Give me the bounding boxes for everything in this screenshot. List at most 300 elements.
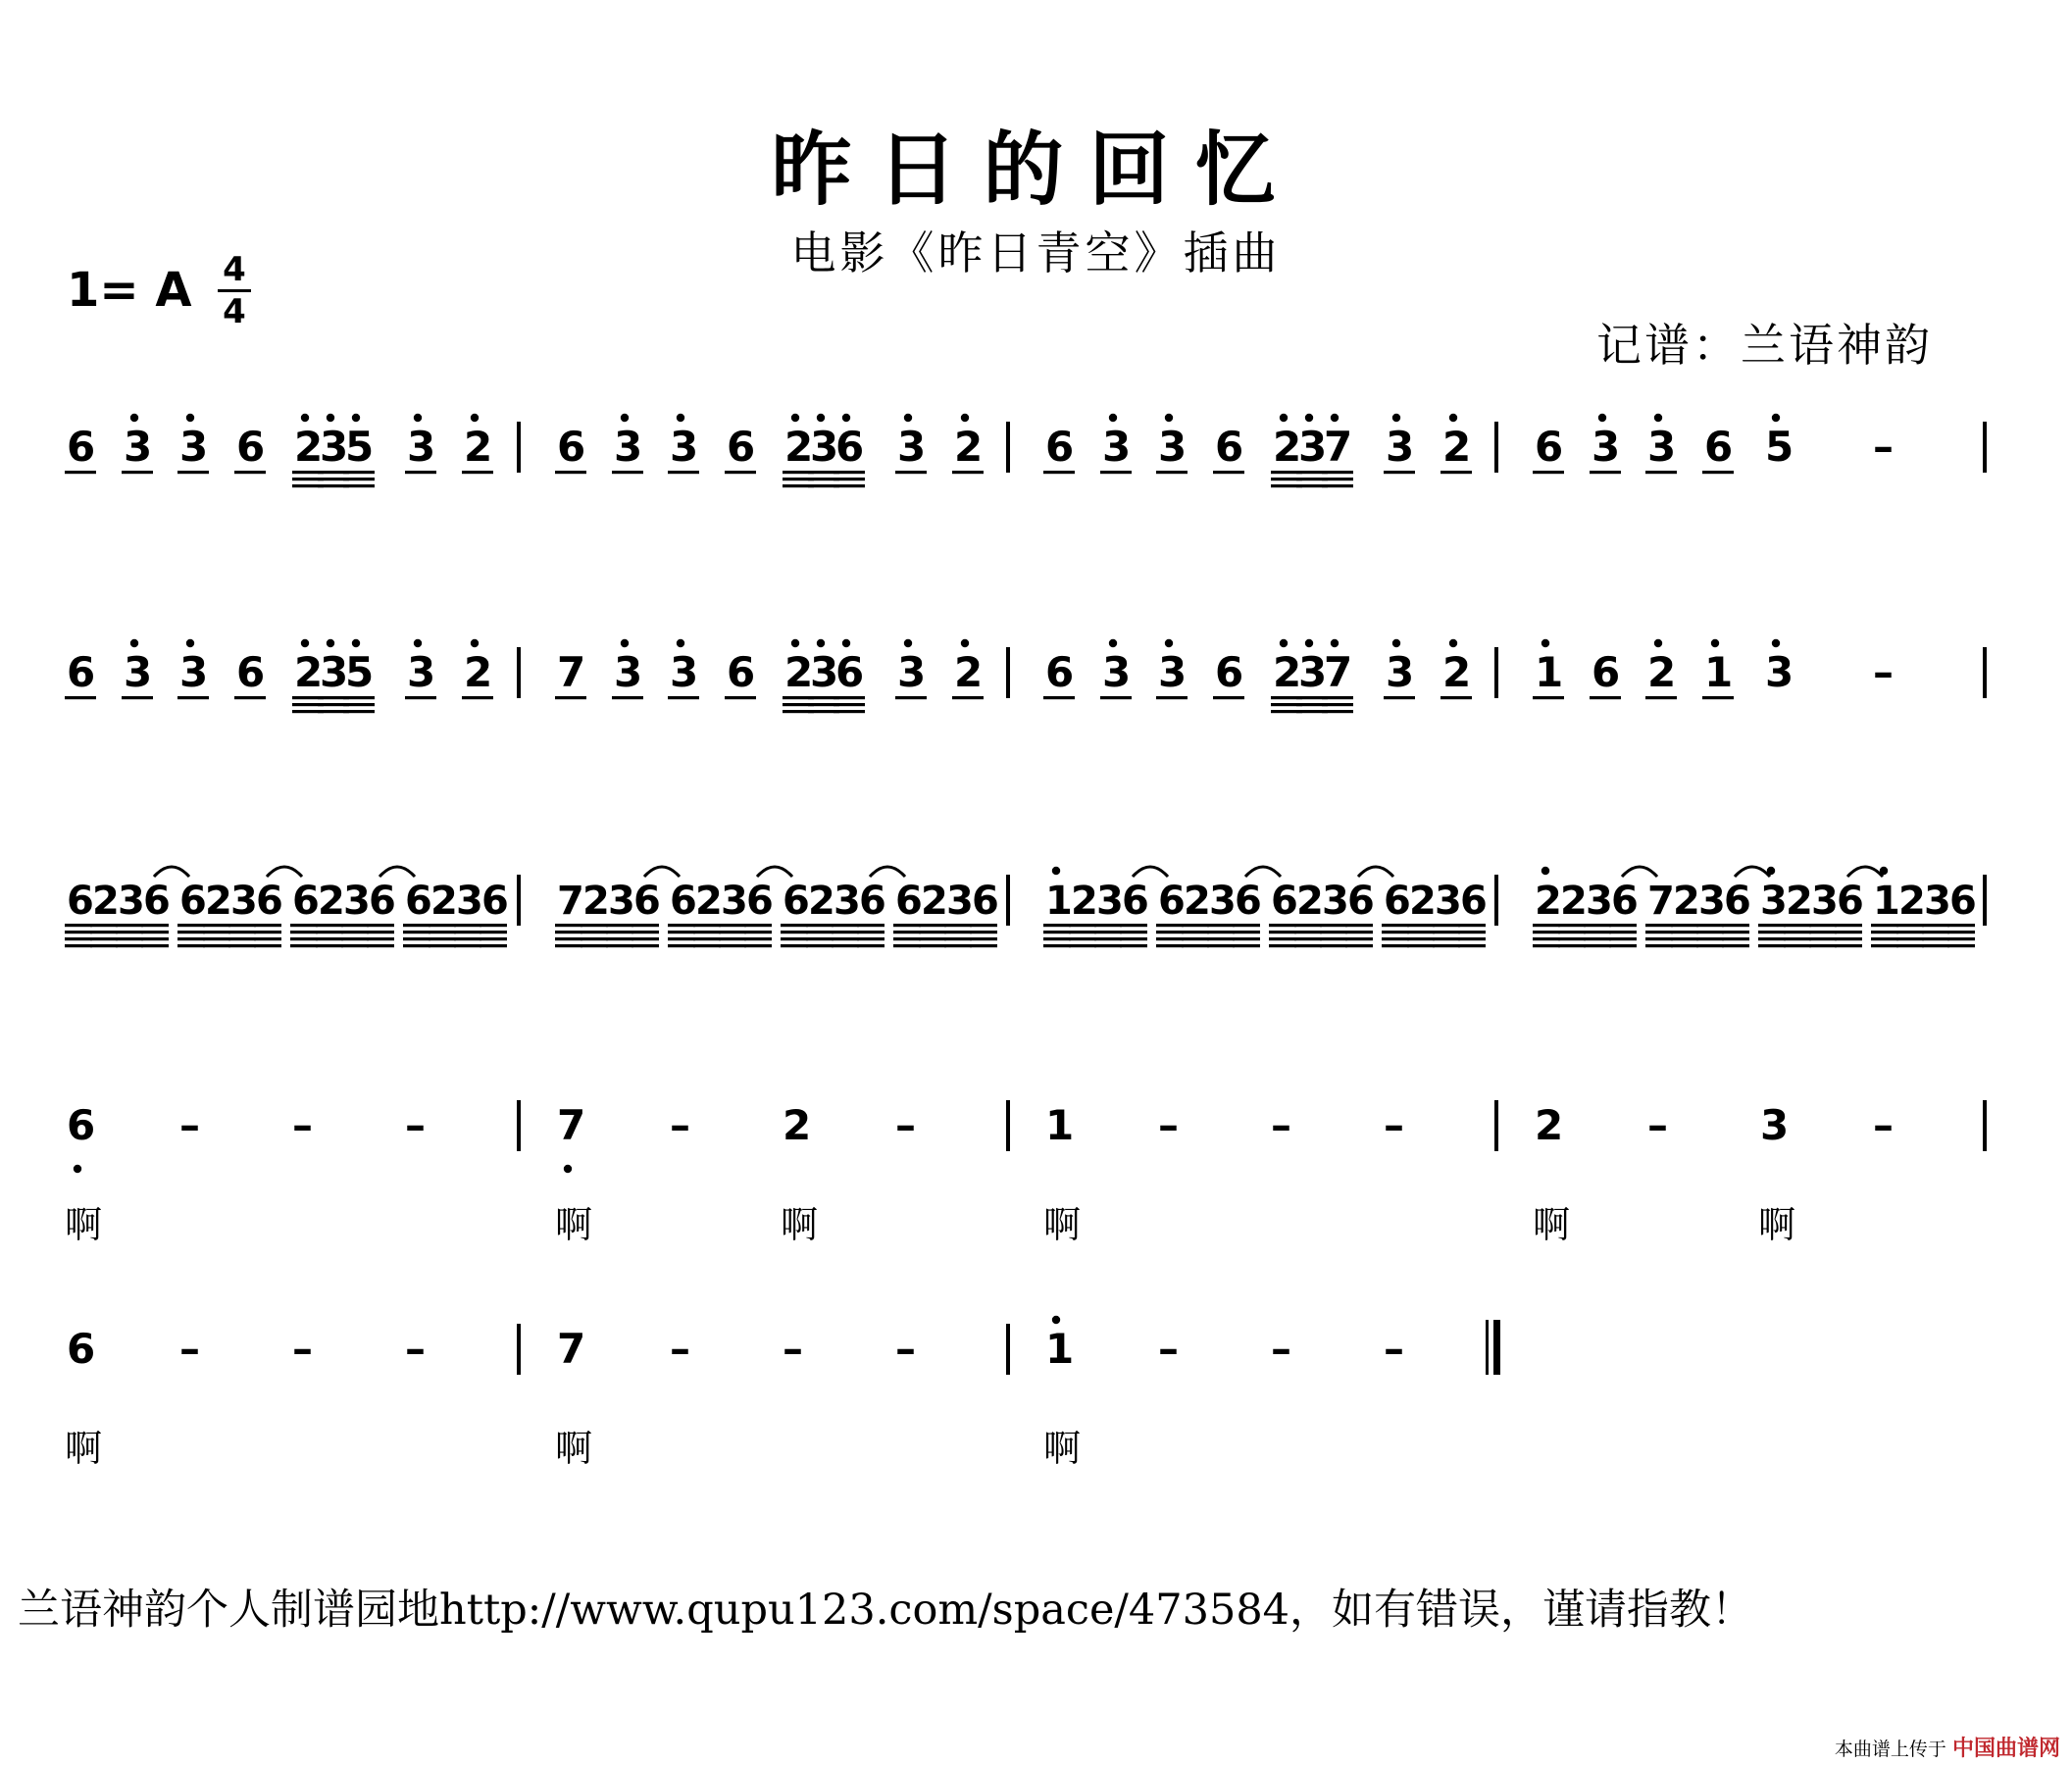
beam-line xyxy=(1382,931,1409,933)
lyric-syllable: 啊 xyxy=(65,1203,103,1246)
note-6: 6 xyxy=(405,879,432,924)
high-octave-dot xyxy=(621,639,629,647)
note-6: 6 xyxy=(236,423,266,471)
beam-line xyxy=(632,924,659,927)
beam-line xyxy=(177,924,205,927)
note-6: 6 xyxy=(179,879,207,924)
beam-line xyxy=(1207,937,1235,940)
high-octave-dot xyxy=(327,639,334,647)
beam-line xyxy=(177,931,205,933)
note-3: 3 xyxy=(1322,879,1349,924)
beam-line xyxy=(632,944,659,947)
beam-line xyxy=(177,471,209,474)
beam-line xyxy=(1922,937,1949,940)
high-octave-dot xyxy=(677,414,684,422)
beam-line xyxy=(290,924,318,927)
beam-line xyxy=(1345,931,1373,933)
note-3: 3 xyxy=(1592,423,1621,471)
beam-line xyxy=(480,924,507,927)
note-3: 3 xyxy=(124,423,153,471)
note-2: 2 xyxy=(294,423,324,471)
beam-line xyxy=(1809,944,1837,947)
beam-line xyxy=(1156,696,1188,699)
beam-line xyxy=(1871,944,1898,947)
high-octave-dot xyxy=(1052,1316,1060,1324)
beam-line xyxy=(203,931,230,933)
beam-line xyxy=(1809,924,1837,927)
high-octave-dot xyxy=(1331,639,1339,647)
lyric-syllable: 啊 xyxy=(1758,1203,1796,1246)
beam-line xyxy=(116,944,143,947)
dash: – xyxy=(670,1101,690,1149)
tie-arc xyxy=(870,867,905,877)
note-2: 2 xyxy=(1673,879,1700,924)
note-3: 3 xyxy=(1298,648,1328,696)
beam-line xyxy=(1835,944,1862,947)
beam-line xyxy=(1922,931,1949,933)
beam-line xyxy=(1182,937,1209,940)
beam-line xyxy=(1645,931,1673,933)
beam-line xyxy=(1558,924,1586,927)
tie-arc xyxy=(1735,867,1770,877)
dash: – xyxy=(405,1101,426,1149)
dash: – xyxy=(1873,1101,1894,1149)
note-6: 6 xyxy=(1045,648,1075,696)
beam-line xyxy=(1213,696,1244,699)
note-2: 2 xyxy=(1647,648,1677,696)
beam-line xyxy=(1835,937,1862,940)
beam-line xyxy=(632,931,659,933)
beam-line xyxy=(834,710,865,713)
beam-line xyxy=(1835,931,1862,933)
note-6: 6 xyxy=(1122,879,1149,924)
beam-line xyxy=(254,924,281,927)
beam-line xyxy=(1533,937,1560,940)
dash: – xyxy=(1873,423,1894,471)
note-3: 3 xyxy=(407,423,436,471)
note-1: 1 xyxy=(1535,648,1564,696)
beam-line xyxy=(480,931,507,933)
lyric-syllable: 啊 xyxy=(1533,1203,1571,1246)
beam-line xyxy=(1533,924,1560,927)
beam-line xyxy=(1384,471,1415,474)
beam-line xyxy=(228,937,256,940)
beam-line xyxy=(1233,937,1260,940)
note-3: 3 xyxy=(343,879,371,924)
beam-line xyxy=(1590,696,1621,699)
beam-line xyxy=(122,471,153,474)
lyric-syllable: 啊 xyxy=(65,1427,103,1470)
beam-line xyxy=(1233,924,1260,927)
dash: – xyxy=(895,1325,916,1373)
note-3: 3 xyxy=(1386,648,1415,696)
beam-line xyxy=(1320,944,1347,947)
high-octave-dot xyxy=(1280,414,1288,422)
beam-line xyxy=(1433,937,1460,940)
beam-line xyxy=(429,937,456,940)
dash: – xyxy=(1271,1101,1291,1149)
beam-line xyxy=(606,924,633,927)
high-octave-dot xyxy=(817,414,825,422)
note-2: 2 xyxy=(784,423,814,471)
note-6: 6 xyxy=(835,423,865,471)
beam-line xyxy=(1671,924,1698,927)
note-1: 1 xyxy=(1873,879,1900,924)
dash: – xyxy=(405,1325,426,1373)
beam-line xyxy=(1269,924,1296,927)
note-6: 6 xyxy=(1837,879,1864,924)
beam-line xyxy=(1896,924,1924,927)
beam-line xyxy=(832,937,859,940)
beam-line xyxy=(581,931,608,933)
note-2: 2 xyxy=(954,423,984,471)
beam-line xyxy=(1433,931,1460,933)
beam-line xyxy=(834,703,865,706)
note-2: 2 xyxy=(1273,648,1302,696)
beam-line xyxy=(1069,924,1096,927)
beam-line xyxy=(1609,937,1637,940)
high-octave-dot xyxy=(130,414,138,422)
beam-line xyxy=(834,696,865,699)
beam-line xyxy=(1809,931,1837,933)
beam-line xyxy=(1584,944,1611,947)
beam-line xyxy=(1382,924,1409,927)
beam-line xyxy=(744,944,772,947)
beam-line xyxy=(806,931,834,933)
bar-line xyxy=(1494,1100,1498,1151)
note-2: 2 xyxy=(695,879,723,924)
beam-line xyxy=(1784,924,1811,927)
note-7: 7 xyxy=(557,648,586,696)
beam-line xyxy=(725,471,756,474)
note-2: 2 xyxy=(92,879,120,924)
beam-line xyxy=(90,937,118,940)
note-6: 6 xyxy=(236,648,266,696)
upload-prefix: 本曲谱上传于 xyxy=(1834,1739,1946,1760)
note-6: 6 xyxy=(1611,879,1639,924)
beam-line xyxy=(234,696,266,699)
beam-line xyxy=(343,710,375,713)
beam-line xyxy=(1213,471,1244,474)
beam-line xyxy=(1758,931,1786,933)
beam-line xyxy=(1294,924,1322,927)
beam-line xyxy=(632,937,659,940)
beam-line xyxy=(462,471,493,474)
bar-line xyxy=(1494,422,1498,473)
note-3: 3 xyxy=(897,423,927,471)
beam-line xyxy=(1269,944,1296,947)
beam-line xyxy=(832,944,859,947)
beam-line xyxy=(1182,924,1209,927)
beam-line xyxy=(895,471,927,474)
note-7: 7 xyxy=(1647,879,1675,924)
dash: – xyxy=(179,1101,200,1149)
high-octave-dot xyxy=(1449,414,1457,422)
beam-line xyxy=(1558,931,1586,933)
note-6: 6 xyxy=(143,879,171,924)
beam-line xyxy=(1043,471,1075,474)
note-2: 2 xyxy=(783,1101,812,1149)
high-octave-dot xyxy=(1541,867,1549,875)
beam-line xyxy=(254,937,281,940)
beam-line xyxy=(228,931,256,933)
note-2: 2 xyxy=(808,879,835,924)
note-6: 6 xyxy=(1347,879,1375,924)
beam-line xyxy=(806,937,834,940)
note-3: 3 xyxy=(1298,423,1328,471)
note-6: 6 xyxy=(859,879,886,924)
note-6: 6 xyxy=(1271,879,1298,924)
high-octave-dot xyxy=(301,639,309,647)
beam-line xyxy=(1533,944,1560,947)
beam-line xyxy=(744,937,772,940)
lyric-syllable: 啊 xyxy=(781,1203,819,1246)
note-3: 3 xyxy=(1158,423,1188,471)
high-octave-dot xyxy=(1541,639,1549,647)
beam-line xyxy=(1120,944,1147,947)
beam-line xyxy=(1320,924,1347,927)
beam-line xyxy=(343,484,375,487)
beam-line xyxy=(693,944,721,947)
beam-line xyxy=(1043,924,1071,927)
beam-line xyxy=(116,937,143,940)
beam-line xyxy=(1182,931,1209,933)
beam-line xyxy=(1645,944,1673,947)
beam-line xyxy=(668,696,699,699)
beam-line xyxy=(1100,471,1132,474)
beam-line xyxy=(581,937,608,940)
bar-line xyxy=(517,1324,521,1375)
note-6: 6 xyxy=(727,648,756,696)
beam-line xyxy=(834,478,865,480)
note-3: 3 xyxy=(1435,879,1462,924)
note-6: 6 xyxy=(67,879,94,924)
bar-line xyxy=(517,875,521,926)
beam-line xyxy=(1433,944,1460,947)
upload-brand-logo: 中国曲谱网 xyxy=(1951,1737,2060,1761)
note-2: 2 xyxy=(205,879,232,924)
note-3: 3 xyxy=(1760,1101,1790,1149)
beam-line xyxy=(1043,931,1071,933)
note-3: 3 xyxy=(124,648,153,696)
beam-line xyxy=(952,471,984,474)
high-octave-dot xyxy=(130,639,138,647)
beam-line xyxy=(668,471,699,474)
beam-line xyxy=(316,944,343,947)
high-octave-dot xyxy=(1654,414,1662,422)
note-3: 3 xyxy=(810,423,839,471)
beam-line xyxy=(1322,471,1353,474)
final-barline-thin xyxy=(1486,1320,1489,1375)
beam-line xyxy=(1758,924,1786,927)
beam-line xyxy=(343,703,375,706)
note-6: 6 xyxy=(256,879,283,924)
high-octave-dot xyxy=(1109,414,1117,422)
beam-line xyxy=(1671,931,1698,933)
beam-line xyxy=(116,924,143,927)
high-octave-dot xyxy=(961,639,969,647)
beam-line xyxy=(744,931,772,933)
beam-line xyxy=(1458,931,1486,933)
beam-line xyxy=(454,937,481,940)
note-3: 3 xyxy=(608,879,635,924)
beam-line xyxy=(970,937,997,940)
bar-line xyxy=(1494,647,1498,698)
beam-line xyxy=(65,931,92,933)
note-6: 6 xyxy=(835,648,865,696)
beam-line xyxy=(177,696,209,699)
note-6: 6 xyxy=(481,879,509,924)
note-6: 6 xyxy=(1724,879,1751,924)
final-barline-thick xyxy=(1493,1320,1500,1375)
beam-line xyxy=(1320,937,1347,940)
beam-line xyxy=(1558,944,1586,947)
high-octave-dot xyxy=(1280,639,1288,647)
beam-line xyxy=(403,924,430,927)
high-octave-dot xyxy=(1109,639,1117,647)
beam-line xyxy=(1207,924,1235,927)
note-2: 2 xyxy=(1786,879,1813,924)
bar-line xyxy=(1983,422,1987,473)
low-octave-dot xyxy=(74,1165,81,1173)
beam-line xyxy=(555,924,582,927)
beam-line xyxy=(1233,931,1260,933)
beam-line xyxy=(555,931,582,933)
tie-arc xyxy=(1622,867,1657,877)
high-octave-dot xyxy=(471,414,479,422)
beam-line xyxy=(1382,937,1409,940)
beam-line xyxy=(316,931,343,933)
beam-line xyxy=(1322,478,1353,480)
dash: – xyxy=(179,1325,200,1373)
beam-line xyxy=(693,937,721,940)
beam-line xyxy=(555,944,582,947)
key-signature: 1= A xyxy=(67,263,192,318)
note-3: 3 xyxy=(670,423,699,471)
high-octave-dot xyxy=(961,414,969,422)
tie-arc xyxy=(757,867,792,877)
beam-line xyxy=(893,931,921,933)
beam-line xyxy=(944,937,972,940)
beam-line xyxy=(744,924,772,927)
beam-line xyxy=(480,944,507,947)
note-6: 6 xyxy=(292,879,320,924)
note-2: 2 xyxy=(294,648,324,696)
note-6: 6 xyxy=(1158,879,1186,924)
beam-line xyxy=(405,471,436,474)
time-signature-denominator: 4 xyxy=(223,292,246,331)
beam-line xyxy=(228,924,256,927)
beam-line xyxy=(343,478,375,480)
high-octave-dot xyxy=(414,414,422,422)
beam-line xyxy=(857,924,884,927)
beam-line xyxy=(1922,944,1949,947)
note-3: 3 xyxy=(1102,648,1132,696)
beam-line xyxy=(919,944,946,947)
beam-line xyxy=(1322,710,1353,713)
beam-line xyxy=(1609,944,1637,947)
note-3: 3 xyxy=(1209,879,1237,924)
beam-line xyxy=(341,924,369,927)
beam-line xyxy=(367,931,394,933)
high-octave-dot xyxy=(414,639,422,647)
beam-line xyxy=(834,471,865,474)
note-6: 6 xyxy=(1045,423,1075,471)
beam-line xyxy=(65,471,96,474)
note-6: 6 xyxy=(1535,423,1564,471)
note-6: 6 xyxy=(1592,648,1621,696)
note-3: 3 xyxy=(1924,879,1951,924)
beam-line xyxy=(1871,937,1898,940)
beam-line xyxy=(1407,931,1435,933)
beam-line xyxy=(1269,937,1296,940)
note-6: 6 xyxy=(1384,879,1411,924)
dash: – xyxy=(783,1325,803,1373)
note-3: 3 xyxy=(1765,648,1794,696)
beam-line xyxy=(1382,944,1409,947)
beam-line xyxy=(1458,937,1486,940)
beam-line xyxy=(834,484,865,487)
beam-line xyxy=(606,937,633,940)
note-2: 2 xyxy=(318,879,345,924)
beam-line xyxy=(1322,696,1353,699)
note-6: 6 xyxy=(1215,423,1244,471)
note-6: 6 xyxy=(67,1325,96,1373)
beam-line xyxy=(668,931,695,933)
note-6: 6 xyxy=(670,879,697,924)
note-6: 6 xyxy=(633,879,661,924)
beam-line xyxy=(429,924,456,927)
beam-line xyxy=(1696,931,1724,933)
note-6: 6 xyxy=(895,879,923,924)
beam-line xyxy=(1922,924,1949,927)
note-2: 2 xyxy=(1273,423,1302,471)
note-6: 6 xyxy=(1215,648,1244,696)
beam-line xyxy=(1322,484,1353,487)
note-3: 3 xyxy=(456,879,483,924)
beam-line xyxy=(1558,937,1586,940)
beam-line xyxy=(367,924,394,927)
beam-line xyxy=(234,471,266,474)
note-2: 2 xyxy=(1442,648,1472,696)
beam-line xyxy=(944,931,972,933)
dash: – xyxy=(670,1325,690,1373)
beam-line xyxy=(1590,471,1621,474)
lyric-syllable: 啊 xyxy=(555,1203,593,1246)
note-5: 5 xyxy=(345,648,375,696)
bar-line xyxy=(1006,647,1010,698)
beam-line xyxy=(719,944,746,947)
beam-line xyxy=(1345,944,1373,947)
beam-line xyxy=(341,937,369,940)
beam-line xyxy=(606,944,633,947)
beam-line xyxy=(719,931,746,933)
high-octave-dot xyxy=(186,639,194,647)
beam-line xyxy=(1458,924,1486,927)
beam-line xyxy=(1947,924,1975,927)
beam-line xyxy=(1947,944,1975,947)
beam-line xyxy=(1871,924,1898,927)
score-title: 昨日的回忆 xyxy=(771,123,1301,217)
beam-line xyxy=(116,931,143,933)
note-3: 3 xyxy=(320,648,349,696)
beam-line xyxy=(1835,924,1862,927)
beam-line xyxy=(1182,944,1209,947)
note-3: 3 xyxy=(1647,423,1677,471)
beam-line xyxy=(1407,944,1435,947)
beam-line xyxy=(1156,471,1188,474)
note-2: 2 xyxy=(1184,879,1211,924)
